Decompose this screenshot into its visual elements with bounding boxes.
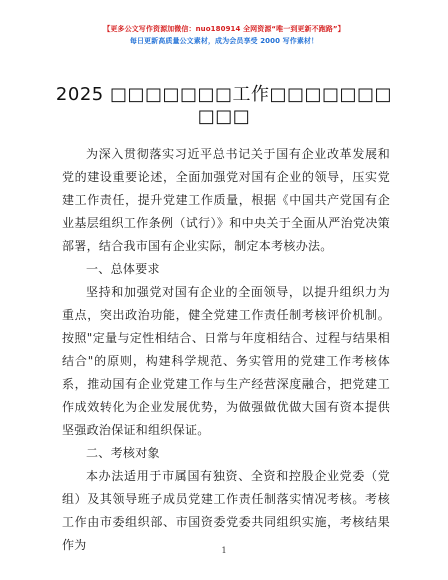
page-number: 1 (221, 546, 227, 555)
assessment-targets-paragraph: 本办法适用于市属国有独资、全资和控股企业党委（党组）及其领导班子成员党建工作责任制落实情况考核。考核工作由市委组织部、市国资委党委共同组织实施，考核结果作为 (62, 469, 390, 552)
document-body (62, 143, 390, 557)
section-heading-assessment-targets: 二、考核对象 (86, 446, 160, 460)
section-heading-general-requirements: 一、总体要求 (86, 262, 160, 276)
general-requirements-paragraph: 坚持和加强党对国有企业的全面领导，以提升组织力为重点，突出政治功能，健全党建工作责任制考核评价机制。按照"定量与定性相结合、日常与年度相结合、过程与结果相结合"的原则，构建科学规范、务实管用的党建工作考核体系，推动国有企业党建工作与生产经营深度融合，把党建工作成效转化为企业发展优势，为做强做优做大国有资本提供坚强政治保证和组织保证。 (62, 285, 390, 437)
intro-paragraph: 为深入贯彻落实习近平总书记关于国有企业改革发展和党的建设重要论述，全面加强党对国有企业的领导，压实党建工作责任，提升党建工作质量，根据《中国共产党国有企业基层组织工作条例（试行）》和中央关于全面从严治党决策部署，结合我市国有企业实际，制定本考核办法。 (62, 147, 390, 253)
document-title: 2025 □□□□□□□工作□□□□□□□□□□ (55, 84, 393, 127)
promo-banner-line-2: 每日更新高质量公文素材，成为会员享受 2000 写作素材！ (129, 37, 319, 45)
promo-banner-line-1: 【更多公文写作资源加微信：nuo180914 全网资源“唯一到更新不跑路”】 (103, 25, 345, 33)
